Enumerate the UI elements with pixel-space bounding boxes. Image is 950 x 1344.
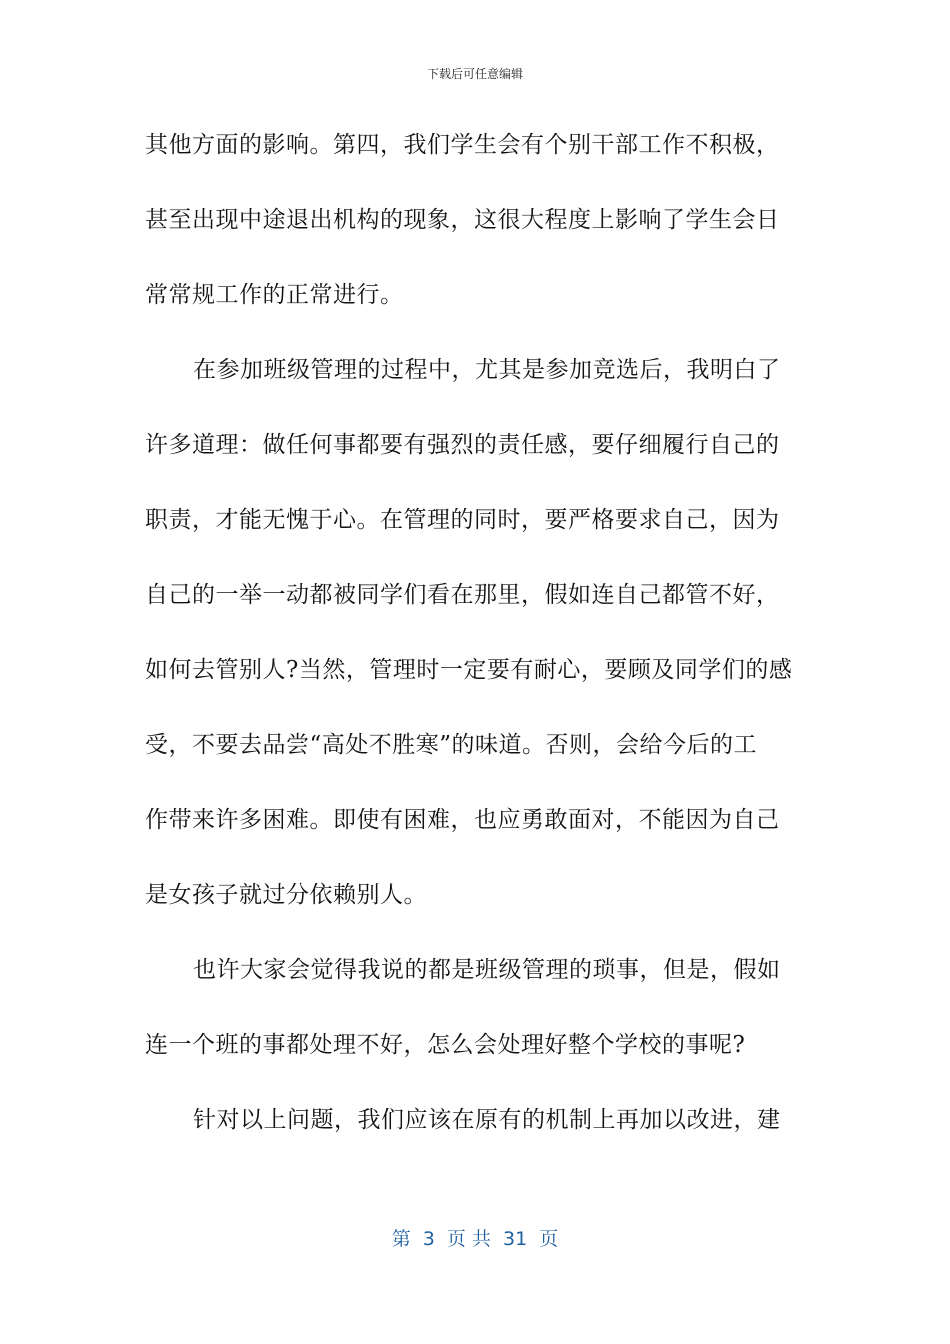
text-line: 是女孩子就过分依赖别人。 <box>145 882 427 908</box>
text-line: 如何去管别人?当然，管理时一定要有耐心，要顾及同学们的感 <box>145 657 793 683</box>
text-line: 甚至出现中途退出机构的现象，这很大程度上影响了学生会日 <box>145 207 780 233</box>
text-line: 常常规工作的正常进行。 <box>145 282 404 308</box>
text-line: 其他方面的影响。第四，我们学生会有个别干部工作不积极， <box>145 132 780 158</box>
text-line: 受，不要去品尝“高处不胜寒”的味道。否则，会给今后的工 <box>145 732 758 758</box>
paragraph-first-line: 针对以上问题，我们应该在原有的机制上再加以改进，建 <box>193 1107 781 1133</box>
paragraph-first-line: 也许大家会觉得我说的都是班级管理的琐事，但是，假如 <box>193 957 781 983</box>
text-line: 作带来许多困难。即使有困难，也应勇敢面对，不能因为自己 <box>145 807 780 833</box>
text-line: 许多道理：做任何事都要有强烈的责任感，要仔细履行自己的 <box>145 432 780 458</box>
header-note: 下载后可任意编辑 <box>426 67 523 81</box>
text-line: 职责，才能无愧于心。在管理的同时，要严格要求自己，因为 <box>145 507 780 533</box>
text-line: 自己的一举一动都被同学们看在那里，假如连自己都管不好， <box>145 582 780 608</box>
page-number-footer: 第 3 页 共 31 页 <box>391 1228 559 1250</box>
paragraph-first-line: 在参加班级管理的过程中，尤其是参加竞选后，我明白了 <box>193 357 781 383</box>
text-line: 连一个班的事都处理不好，怎么会处理好整个学校的事呢? <box>145 1032 746 1058</box>
